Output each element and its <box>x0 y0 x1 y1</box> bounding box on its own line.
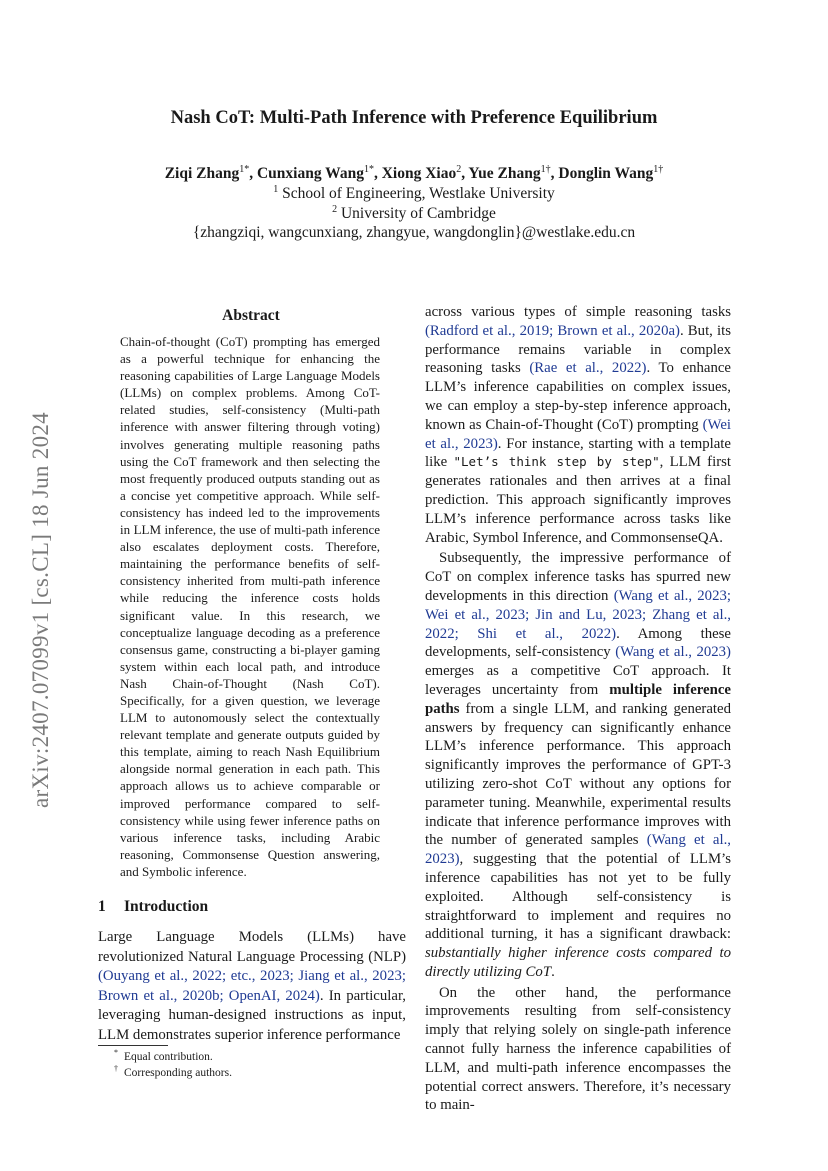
affiliation-2 <box>0 204 828 223</box>
section-title: Introduction <box>124 898 209 915</box>
abstract-text: Chain-of-thought (CoT) prompting has emerged as a powerful technique for enhancing the reasoning capabilities of Large Language Models (LLMs) on complex problems. Among CoT-related studies, self-consistency (Multi-path inference with answer filtering through voting) involves generating multiple reasoning paths using the CoT framework and then selecting the most frequently produced outputs standing out as a concise yet competitive approach. While self-consistency has indeed led to the improvements in LLM inference, the use of multi-path inference also escalates deployment costs. Therefore, maintaining the performance benefits of self-consistency inherited from multi-path inference while reducing the inference costs holds significant value. In this research, we conceptualize language decoding as a preference consensus game, constructing a bi-player gaming system within each local path, and introduce Nash Chain-of-Thought (Nash CoT). Specifically, for a given question, we leverage LLM to autonomously select the contextually relevant template and generate outputs guided by this template, aiming to reach Nash Equilibrium alongside normal generation in each path. This approach allows us to achieve comparable or improved performance compared to self-consistency while using fewer inference paths on various inference tasks, including Arabic reasoning, Commonsense Question answering, and Symbolic inference. <box>120 334 380 879</box>
author-affiliation-mark: 1† <box>540 164 551 175</box>
citation-link[interactable]: (Rae et al., 2022) <box>529 360 647 377</box>
footnote-corresponding <box>114 1064 232 1079</box>
body-text: Large Language Models (LLMs) have revolutionized Natural Language Processing (NLP) <box>98 929 406 965</box>
author-emails: {zhangziqi, wangcunxiang, zhangyue, wangdonglin}@westlake.edu.cn <box>192 224 636 241</box>
body-text: emerges as a competitive CoT approach. It leverages uncertainty from <box>425 663 731 698</box>
author-name: Cunxiang Wang <box>256 165 364 183</box>
author-name: Donglin Wang <box>558 165 654 183</box>
section-heading-introduction <box>98 898 208 916</box>
citation-link[interactable]: (Wang et al., 2023) <box>425 832 731 868</box>
affiliation-1 <box>0 184 828 203</box>
citation-link[interactable]: (Wang et al., 2023; Wei et al., 2023; Jin and Lu, 2023; Zhang et al., 2022; Shi et al., 2022) <box>425 587 731 642</box>
footnote-mark: † <box>114 1064 118 1073</box>
body-text: from a single LLM, and ranking generated answers by frequency can significantly enhance LLM’s inference performance. This approach significantly improves the performance of GPT-3 utilizing zero-shot CoT without any options for parameter tuning. Meanwhile, experimental results indicate that inference performance improves with the number of generated samples <box>425 700 731 849</box>
paragraph: On the other hand, the performance improvements resulting from self-consistency imply that relying solely on single-path inference cannot fully harness the inference capabilities of LLM, and multi-path inference encompasses the potential correct answers. Therefore, it’s necessary to main- <box>425 984 731 1114</box>
affiliation-name: School of Engineering, Westlake University <box>282 185 555 203</box>
paragraph <box>425 549 731 981</box>
body-text: . To enhance LLM’s inference capabilities on complex issues, we can employ a step-by-step inference approach, known as Chain-of-Thought (CoT) prompting <box>425 360 731 433</box>
footnote-divider <box>98 1045 168 1046</box>
author-affiliation-mark: 1* <box>239 164 250 175</box>
citation-link[interactable]: (Wei et al., 2023) <box>425 416 731 452</box>
author-affiliation-mark: 2 <box>456 164 462 175</box>
italic-text: substantially higher inference costs compared to directly utilizing CoT <box>425 945 731 980</box>
body-text: . Among these developments, self-consistency <box>425 625 731 661</box>
body-text: . For instance, starting with a template like <box>425 435 731 471</box>
bold-text: multiple inference paths <box>425 681 731 717</box>
right-column-text <box>425 303 731 1115</box>
body-text: Subsequently, the impressive performance of CoT on complex inference tasks has spurred new developments in this direction <box>425 550 731 604</box>
body-text: across various types of simple reasoning tasks <box>425 304 731 320</box>
citation-link[interactable]: (Radford et al., 2019; Brown et al., 2020a) <box>425 322 680 339</box>
author-name: Xiong Xiao <box>381 165 457 183</box>
author-name: Ziqi Zhang <box>164 165 240 183</box>
paragraph <box>425 303 731 547</box>
section-number: 1 <box>98 898 106 915</box>
arxiv-sidebar <box>18 360 64 860</box>
footnote-text: Equal contribution. <box>124 1050 213 1063</box>
author-list: Ziqi Zhang$^{1*}$, Cunxiang Wang$^{1*}$, Xiong Xiao$^2$, Yue Zhang$^{1\dagger}$, Donglin Wang$^{1\dagger}$ <box>164 164 664 183</box>
body-text: . In particular, leveraging human-designed instructions as input, LLM demonstrates superior inference performance <box>98 987 406 1043</box>
author-name: Yue Zhang <box>468 165 541 183</box>
author-affiliation-mark: 1* <box>363 164 374 175</box>
citation-link[interactable]: (Ouyang et al., 2022; etc., 2023; Jiang et al., 2023; Brown et al., 2020b; OpenAI, 2024) <box>98 968 406 1004</box>
footnote-equal-contribution <box>114 1048 213 1063</box>
citation-link[interactable]: (Wang et al., 2023) <box>615 644 731 661</box>
body-text: , LLM first generates rationales and then arrives at a final prediction. This approach significantly improves LLM’s inference performance across tasks like Arabic, Symbol Inference, and CommonsenseQA. <box>425 454 731 546</box>
footnote-mark: * <box>114 1048 118 1057</box>
introduction-paragraph <box>98 928 406 1046</box>
arxiv-identifier: arXiv:2407.07099v1 [cs.CL] 18 Jun 2024 <box>28 412 53 808</box>
affiliation-mark: 1 <box>273 184 279 195</box>
author-affiliation-mark: 1† <box>653 164 664 175</box>
abstract-heading: Abstract <box>222 307 280 324</box>
footnote-text: Corresponding authors. <box>124 1066 232 1079</box>
code-snippet: "Let’s think step by step" <box>453 454 660 470</box>
affiliation-mark: 2 <box>332 204 338 215</box>
body-text: , suggesting that the potential of LLM’s inference capabilities has not yet to be fully exploited. Although self-consistency is straightforward to implement and requires no additional turning, it has a significant drawback: <box>425 851 731 943</box>
body-text: . But, its performance remains variable in complex reasoning tasks <box>425 322 731 377</box>
body-text: . <box>551 963 555 980</box>
affiliation-name: University of Cambridge <box>340 205 496 223</box>
paper-title: Nash CoT: Multi-Path Inference with Preference Equilibrium <box>170 108 658 128</box>
